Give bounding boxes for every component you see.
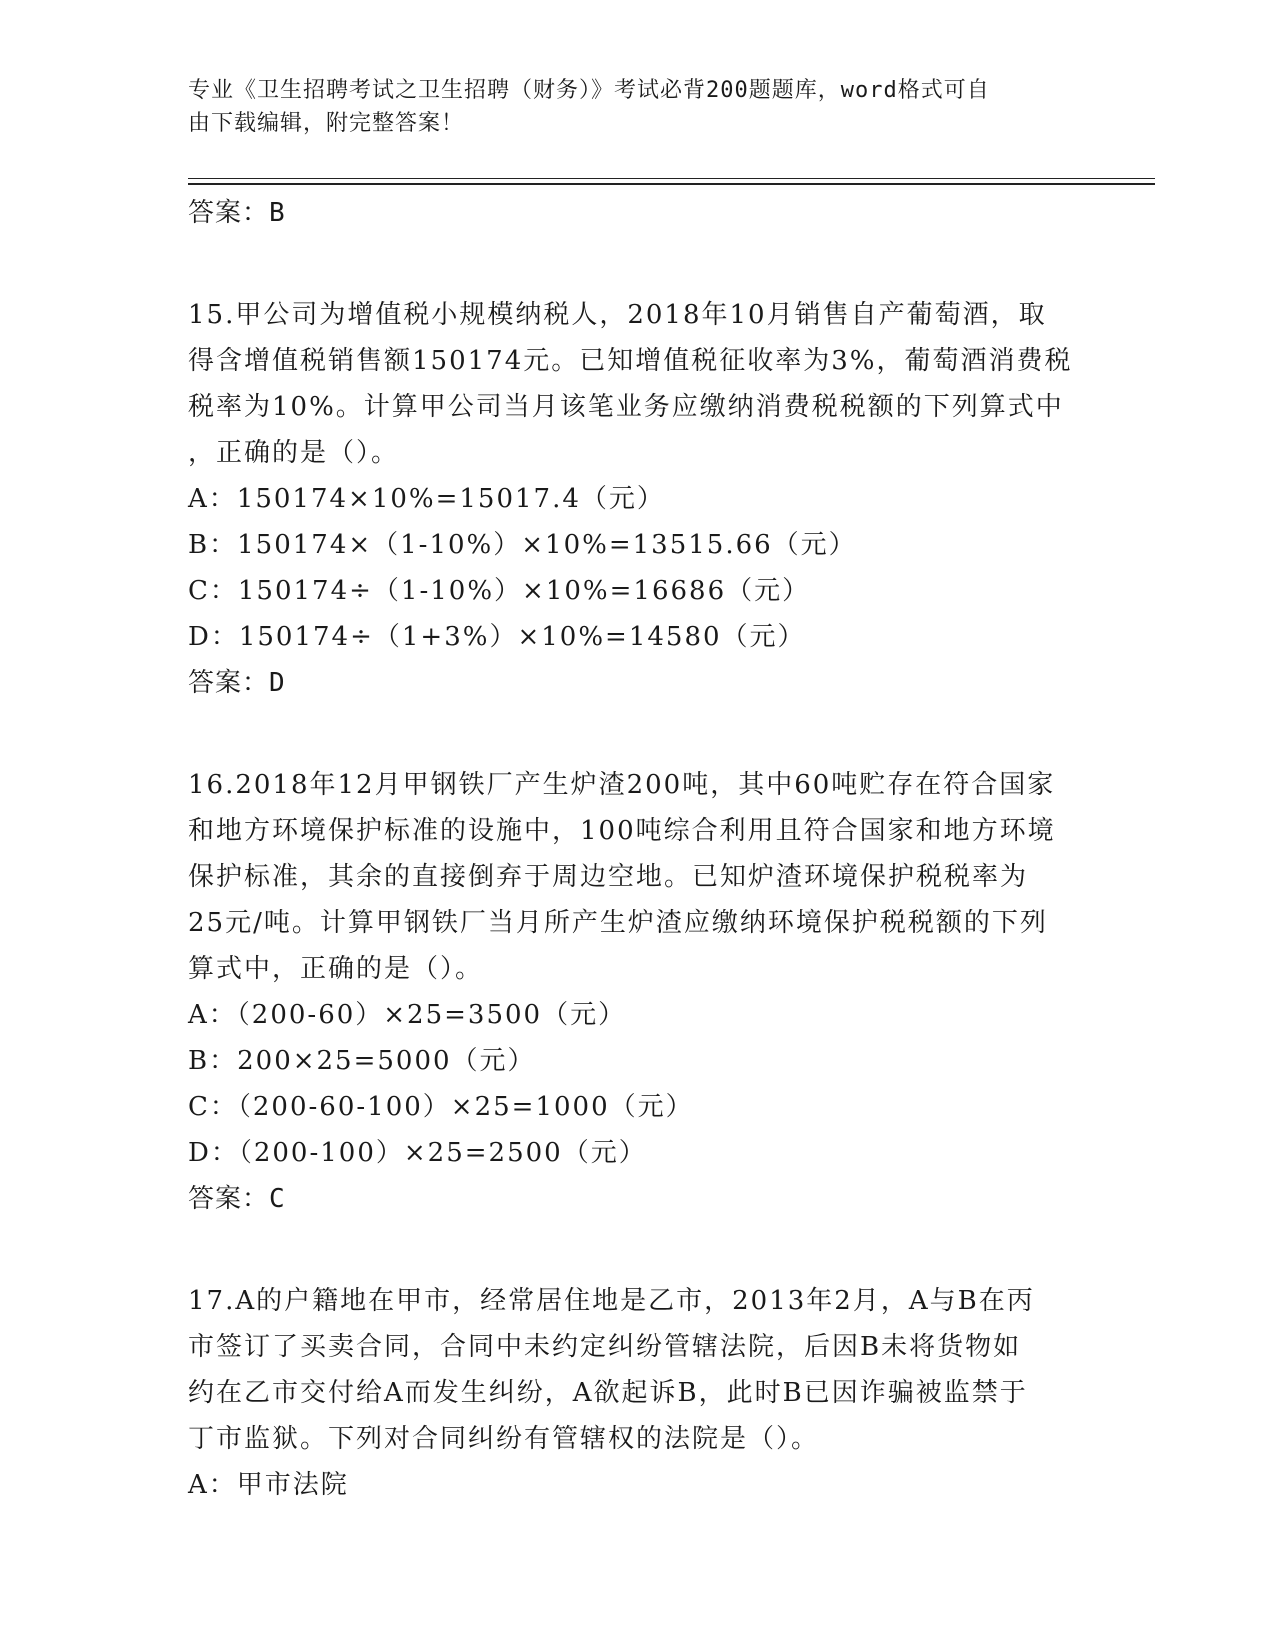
answer-label: 答案：C bbox=[188, 1184, 286, 1214]
stem-line: 17.A的户籍地在甲市，经常居住地是乙市，2013年2月，A与B在丙 bbox=[188, 1286, 1035, 1316]
option-d: D：150174÷（1+3%）×10%=14580（元） bbox=[188, 622, 806, 652]
question-content bbox=[188, 190, 1088, 1508]
stem-line: 约在乙市交付给A而发生纠纷，A欲起诉B，此时B已因诈骗被监禁于 bbox=[188, 1378, 1028, 1408]
option-a: A：150174×10%=15017.4（元） bbox=[188, 484, 665, 514]
option-a: A：甲市法院 bbox=[188, 1470, 349, 1500]
stem-line: 保护标准，其余的直接倒弃于周边空地。已知炉渣环境保护税税率为 bbox=[188, 862, 1029, 892]
spacer bbox=[188, 1222, 1088, 1278]
document-header bbox=[188, 74, 1088, 140]
previous-answer: 答案：B bbox=[188, 198, 286, 228]
question-stem bbox=[188, 762, 1088, 992]
stem-line: 得含增值税销售额150174元。已知增值税征收率为3%，葡萄酒消费税 bbox=[188, 346, 1073, 376]
question-stem bbox=[188, 292, 1088, 476]
header-rule-thin bbox=[188, 178, 1155, 179]
stem-line: 和地方环境保护标准的设施中，100吨综合利用且符合国家和地方环境 bbox=[188, 816, 1056, 846]
spacer bbox=[188, 236, 1088, 292]
spacer bbox=[188, 706, 1088, 762]
stem-line: 算式中，正确的是（）。 bbox=[188, 954, 484, 984]
stem-line: 税率为10%。计算甲公司当月该笔业务应缴纳消费税税额的下列算式中 bbox=[188, 392, 1064, 422]
option-b: B：150174×（1-10%）×10%=13515.66（元） bbox=[188, 530, 857, 560]
option-c: C：150174÷（1-10%）×10%=16686（元） bbox=[188, 576, 811, 606]
stem-line: 16.2018年12月甲钢铁厂产生炉渣200吨，其中60吨贮存在符合国家 bbox=[188, 770, 1056, 800]
option-c: C：（200-60-100）×25=1000（元） bbox=[188, 1092, 694, 1122]
question-17 bbox=[188, 1278, 1088, 1508]
question-16 bbox=[188, 762, 1088, 1222]
header-rule-thick bbox=[188, 183, 1155, 185]
stem-line: 丁市监狱。下列对合同纠纷有管辖权的法院是（）。 bbox=[188, 1424, 820, 1454]
option-d: D：（200-100）×25=2500（元） bbox=[188, 1138, 647, 1168]
header-line-2: 由下载编辑，附完整答案！ bbox=[188, 111, 465, 136]
option-b: B：200×25=5000（元） bbox=[188, 1046, 536, 1076]
question-15 bbox=[188, 292, 1088, 706]
answer-label: 答案：D bbox=[188, 668, 286, 698]
stem-line: 25元/吨。计算甲钢铁厂当月所产生炉渣应缴纳环境保护税税额的下列 bbox=[188, 908, 1048, 938]
option-a: A：（200-60）×25=3500（元） bbox=[188, 1000, 627, 1030]
header-line-1: 专业《卫生招聘考试之卫生招聘（财务）》考试必背200题题库，word格式可自 bbox=[188, 78, 990, 103]
stem-line: 15.甲公司为增值税小规模纳税人，2018年10月销售自产葡萄酒，取 bbox=[188, 300, 1047, 330]
stem-line: 市签订了买卖合同，合同中未约定纠纷管辖法院，后因B未将货物如 bbox=[188, 1332, 1022, 1362]
question-stem bbox=[188, 1278, 1088, 1462]
stem-line: ，正确的是（）。 bbox=[188, 438, 400, 468]
